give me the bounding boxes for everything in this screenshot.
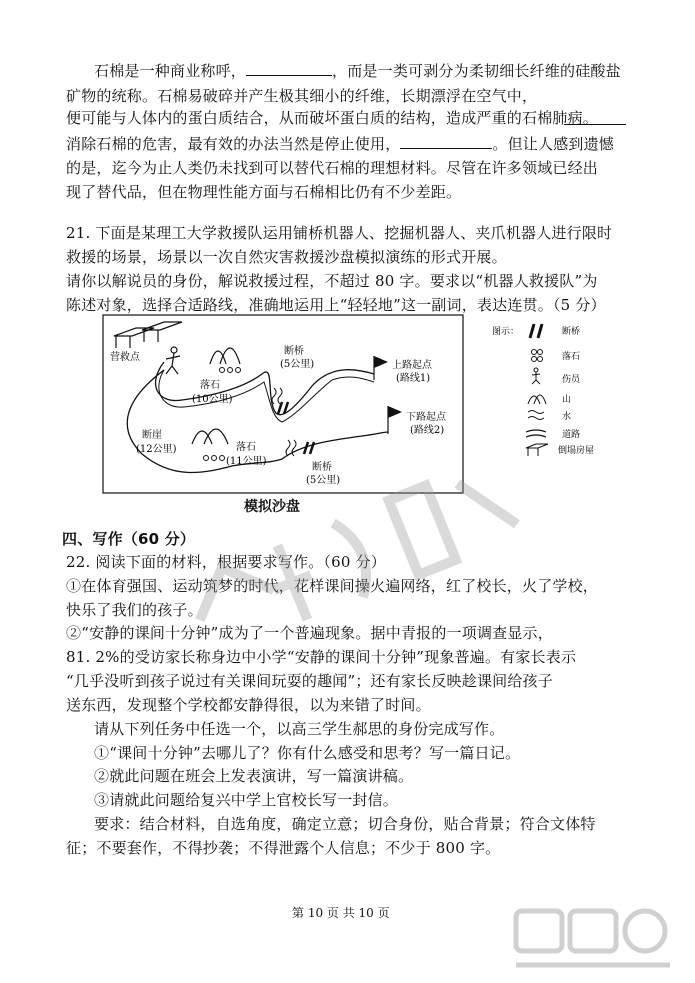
q22-line: 22. 阅读下面的材料，根据要求写作。（60 分） [66, 553, 386, 571]
legend-title: 图示： [492, 327, 520, 337]
q21-line-3: 请你以解说员的身份，解说救援过程，不超过 80 字。要求以“机器人救援队”为 [66, 272, 598, 290]
text: 现了替代品，但在物理性能方面与石棉相比仍有不少差距。 [66, 183, 462, 201]
road-icon [526, 430, 546, 437]
bridge-a-distance: (5公里) [280, 359, 315, 370]
mountain-icon [528, 395, 546, 404]
text: 便可能与人体内的蛋白质结合，从而破坏蛋白质的结构，造成严重的石棉肺病。 [66, 109, 599, 127]
legend-injured: 伤员 [562, 375, 581, 385]
text: 消除石棉的危害，最有效的办法当然是停止使用， [66, 135, 401, 153]
legend-mountain: 山 [562, 395, 572, 405]
asbestos-line-4 [66, 133, 614, 154]
material-1-line-2: 快乐了我们的孩子。 [66, 601, 203, 619]
legend-bridge: 断桥 [562, 327, 581, 337]
task-1: ①“课间十分钟”去哪儿了？你有什么感受和思考？写一篇日记。 [94, 744, 521, 762]
bridge-b-distance: (5公里) [306, 475, 341, 486]
task-intro: 请从下列任务中任选一个，以高三学生郝思的身份完成写作。 [94, 720, 505, 738]
cliff-label: 断崖 [142, 430, 162, 441]
camp-label: 营救点 [110, 352, 140, 363]
q21-line-2: 救援的场景，场景以一次自然灾害救援沙盘模拟演练的形式开展。 [66, 248, 507, 266]
rock-a-distance: (10公里) [192, 394, 233, 405]
legend-rock: 落石 [562, 352, 581, 362]
rock-b-label: 落石 [236, 442, 256, 453]
task-2: ②就此问题在班会上发表演讲，写一篇演讲稿。 [94, 767, 414, 785]
legend-road: 道路 [562, 430, 581, 440]
asbestos-line-5 [66, 157, 598, 178]
route2-label: (路线2) [410, 425, 445, 436]
text: 的是，迄今为止人类仍未找到可以替代石棉的理想材料。尽管在许多领域已经出 [66, 159, 599, 177]
sand-table-map [102, 314, 464, 494]
q21-line-1: 21. 下面是某理工大学救援队运用铺桥机器人、挖掘机器人、夹爪机器人进行限时 [66, 224, 613, 242]
map-caption: 模拟沙盘 [244, 499, 300, 515]
asbestos-line-1 [94, 60, 621, 81]
answer-blank-1 [246, 61, 332, 76]
text: 。但让人感到遗憾 [492, 135, 615, 153]
text: 矿物的统称。石棉易破碎并产生极其细小的纤维，长期漂浮在空气中， [66, 87, 538, 105]
water-icon [528, 411, 544, 420]
rock-icon [532, 350, 543, 362]
material-1-line-1: ①在体育强国、运动筑梦的时代，花样课间操火遍网络，红了校长，火了学校， [66, 577, 599, 595]
asbestos-line-2 [66, 85, 537, 106]
text: ，而是一类可剥分为柔韧细长纤维的硅酸盐 [332, 62, 621, 80]
material-2-line-2: 81. 2%的受访家长称身边中小学“安静的课间十分钟”现象普遍。有家长表示 [66, 648, 577, 666]
bridge-a-label: 断桥 [284, 346, 304, 357]
bridge-b-label: 断桥 [312, 462, 332, 473]
q21-line-4: 陈述对象，选择合适路线，准确地运用上“轻轻地”这一副词，表达连贯。（5 分） [66, 296, 606, 314]
material-2-line-1: ②“安静的课间十分钟”成为了一个普遍现象。据中青报的一项调查显示， [66, 624, 553, 642]
map-legend [492, 322, 602, 462]
route1-label: (路线1) [396, 373, 431, 384]
legend-house: 倒塌房屋 [558, 446, 595, 456]
text: 石棉是一种商业称呼， [94, 62, 247, 80]
watermark-logo [510, 905, 680, 975]
route1-start-label: 上路起点 [392, 360, 432, 371]
requirement-line-1: 要求：结合材料，自选角度，确定立意；切合身份，贴合背景；符合文体特 [94, 815, 596, 833]
asbestos-line-3 [66, 107, 598, 128]
legend-water: 水 [562, 412, 572, 422]
material-2-line-3: “几乎没听到孩子说过有关课间玩耍的趣闻”；还有家长反映趁课间给孩子 [66, 672, 553, 690]
task-3: ③请就此问题给复兴中学上官校长写一封信。 [94, 791, 399, 809]
cliff-distance: (12公里) [136, 444, 177, 455]
page-footer: 第 10 页 共 10 页 [292, 906, 390, 920]
house-icon [526, 444, 548, 456]
broken-bridge-icon [530, 324, 542, 338]
answer-blank-3 [400, 134, 492, 149]
map-frame [103, 315, 463, 493]
route2-start-label: 下路起点 [406, 412, 446, 423]
material-2-line-4: 送东西，发现整个学校都安静得很，以为来错了时间。 [66, 696, 431, 714]
requirement-line-2: 征；不要套作，不得抄袭；不得泄露个人信息；不少于 800 字。 [66, 839, 501, 857]
injured-icon [532, 368, 540, 384]
rock-a-label: 落石 [200, 380, 220, 391]
asbestos-line-6 [66, 181, 461, 202]
rock-b-distance: (11公里) [226, 456, 267, 467]
section-heading: 四、写作（60 分） [62, 530, 196, 548]
